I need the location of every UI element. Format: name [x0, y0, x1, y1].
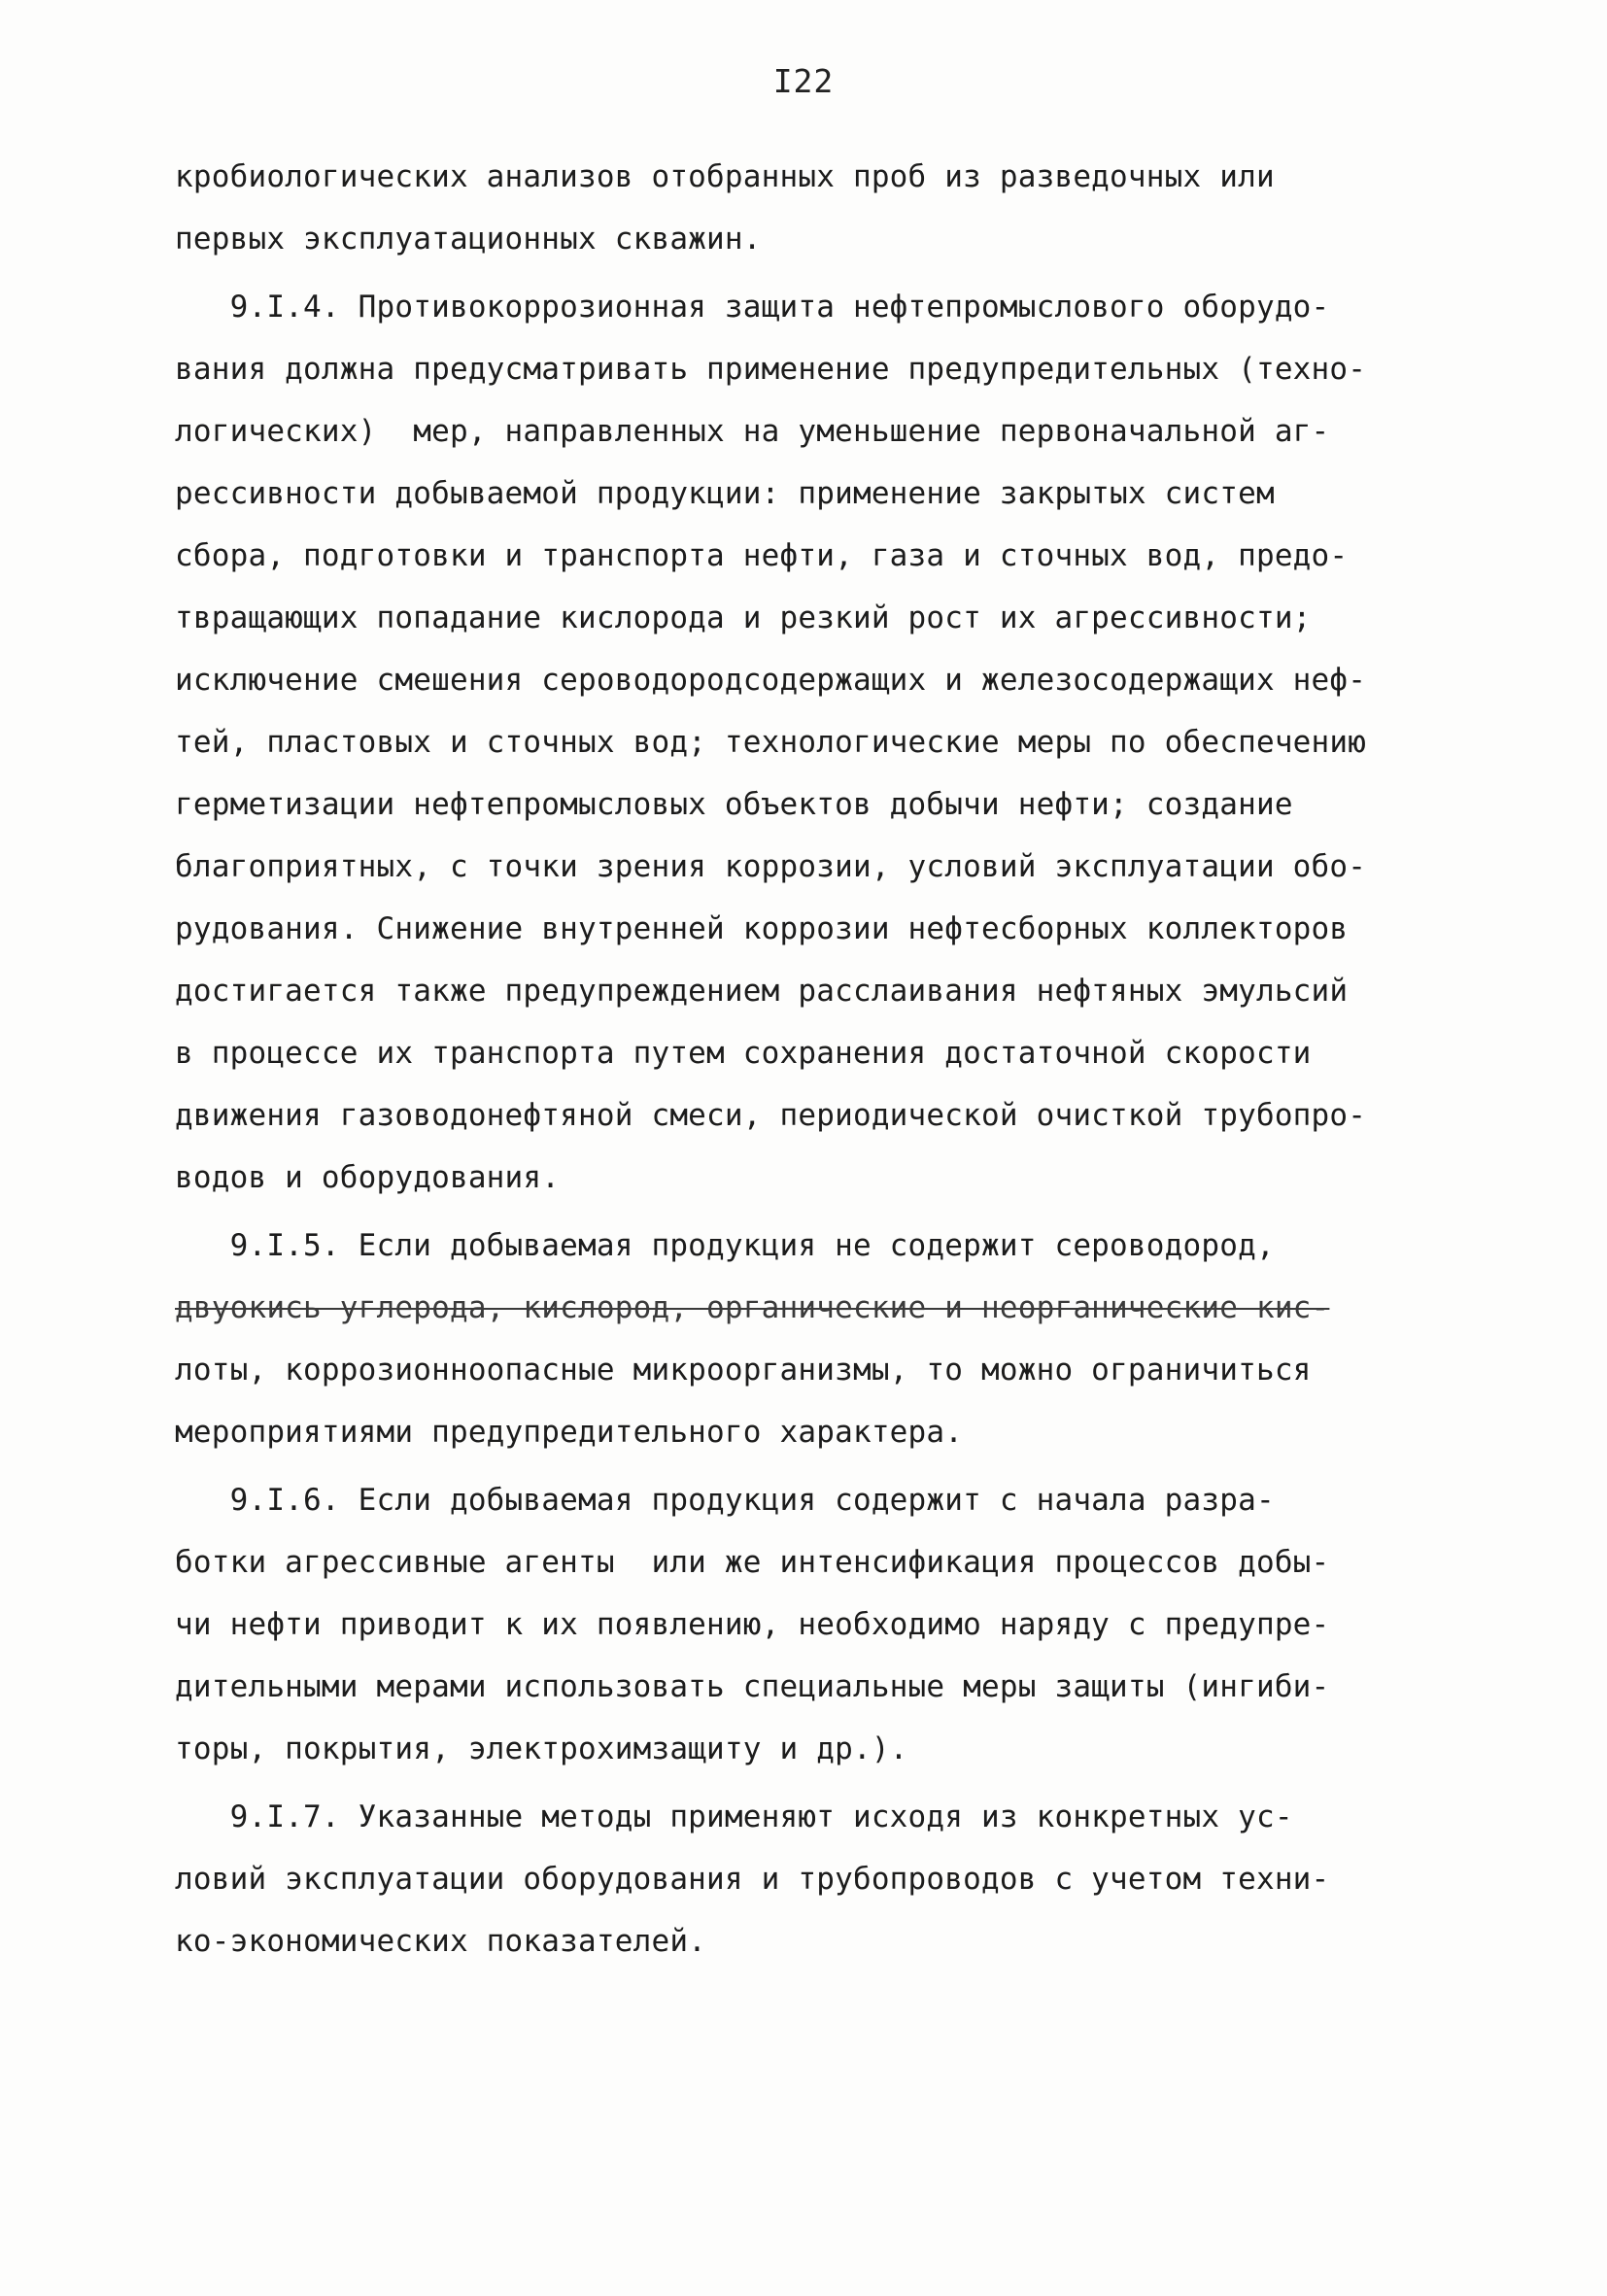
page-number: I22 [772, 62, 835, 100]
text-line: достигается также предупреждением расслаивания нефтяных эмульсий [175, 974, 1349, 1009]
paragraph-9-1-6 [175, 1469, 1457, 1780]
text-line: благоприятных, с точки зрения коррозии, условий эксплуатации обо- [175, 849, 1367, 884]
text-line: 9.I.4. Противокоррозионная защита нефтепромыслового оборудо- [175, 290, 1330, 325]
text-line: лоты, коррозионноопасные микроорганизмы, то можно ограничиться [175, 1353, 1312, 1388]
text-line: движения газоводонефтяной смеси, периодической очисткой трубопро- [175, 1098, 1367, 1133]
text-line: сбора, подготовки и транспорта нефти, газа и сточных вод, предо- [175, 538, 1349, 573]
text-line: в процессе их транспорта путем сохранения достаточной скорости [175, 1036, 1312, 1071]
text-line: ботки агрессивные агенты или же интенсификация процессов добы- [175, 1545, 1330, 1580]
text-line-struck-through: двуокись углерода, кислород, органические и неорганические кис- [175, 1290, 1330, 1325]
text-line: чи нефти приводит к их появлению, необходимо наряду с предупре- [175, 1607, 1330, 1642]
text-line: рессивности добываемой продукции: применение закрытых систем [175, 476, 1275, 511]
paragraph-9-1-7 [175, 1786, 1457, 1972]
text-line: 9.I.6. Если добываемая продукция содержит с начала разра- [175, 1483, 1275, 1518]
text-line: исключение смешения сероводородсодержащих и железосодержащих неф- [175, 663, 1367, 698]
text-line: тей, пластовых и сточных вод; технологические меры по обеспечению [175, 725, 1367, 760]
text-line: ко-экономических показателей. [175, 1924, 707, 1959]
text-line: логических) мер, направленных на уменьшение первоначальной аг- [175, 414, 1330, 449]
text-line: водов и оборудования. [175, 1160, 561, 1195]
text-line: 9.I.5. Если добываемая продукция не содержит сероводород, [175, 1228, 1275, 1263]
text-line: вания должна предусматривать применение предупредительных (техно- [175, 352, 1367, 387]
text-line: кробиологических анализов отобранных проб из разведочных или [175, 159, 1275, 194]
text-line: торы, покрытия, электрохимзащиту и др.). [175, 1731, 908, 1766]
text-line: твращающих попадание кислорода и резкий рост их агрессивности; [175, 600, 1312, 635]
text-line: герметизации нефтепромысловых объектов добычи нефти; создание [175, 787, 1293, 822]
paragraph-continuation [175, 146, 1457, 270]
document-body [175, 146, 1457, 1972]
text-line: дительными мерами использовать специальные меры защиты (ингиби- [175, 1669, 1330, 1704]
paragraph-9-1-4 [175, 276, 1457, 1209]
text-line: мероприятиями предупредительного характера. [175, 1415, 964, 1450]
text-line: рудования. Снижение внутренней коррозии нефтесборных коллекторов [175, 911, 1349, 946]
text-line: ловий эксплуатации оборудования и трубопроводов с учетом техни- [175, 1862, 1330, 1897]
paragraph-9-1-5 [175, 1215, 1457, 1463]
text-line: первых эксплуатационных скважин. [175, 222, 762, 257]
text-line: 9.I.7. Указанные методы применяют исходя из конкретных ус- [175, 1799, 1293, 1834]
